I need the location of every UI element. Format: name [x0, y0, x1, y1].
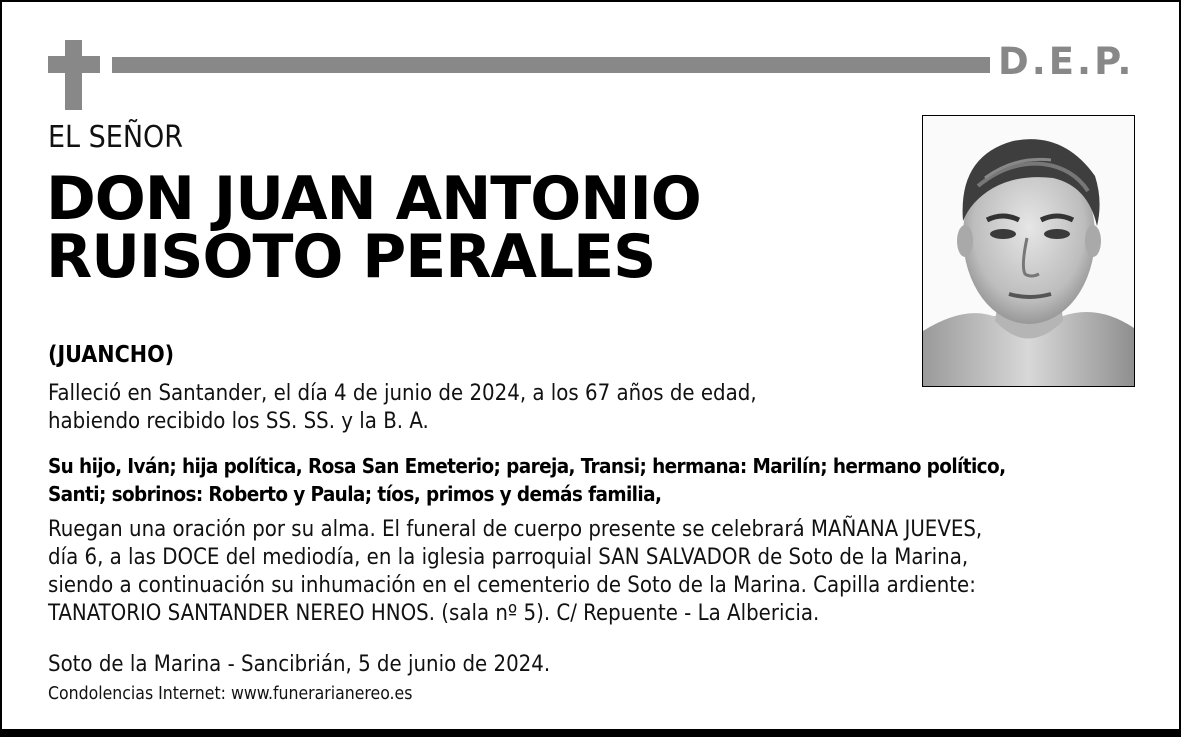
funeral-line-2: día 6, a las DOCE del mediodía, en la iglesia parroquial SAN SALVADOR de Soto de la Marina, — [48, 545, 969, 570]
death-line-2: habiendo recibido los SS. SS. y la B. A. — [48, 409, 429, 434]
name-line-2: RUISOTO PERALES — [46, 222, 656, 292]
funeral-paragraph — [48, 516, 982, 628]
deceased-name — [46, 164, 701, 292]
funeral-line-4: TANATORIO SANTANDER NEREO HNOS. (sala nº 5). C/ Repuente - La Albericia. — [48, 601, 820, 626]
nickname: (JUANCHO) — [48, 342, 175, 368]
place-date: Soto de la Marina - Sancibrián, 5 de junio de 2024. — [48, 652, 551, 677]
header-rule — [112, 57, 990, 73]
condolences-line: Condolencias Internet: www.funerarianereo.es — [48, 684, 413, 704]
latin-cross-icon — [48, 40, 100, 110]
death-paragraph — [48, 380, 757, 436]
death-line-1: Falleció en Santander, el día 4 de junio de 2024, a los 67 años de edad, — [48, 381, 757, 406]
family-line-1: Su hijo, Iván; hija política, Rosa San Emeterio; pareja, Transi; hermana: Marilín; hermano político, — [48, 454, 1006, 478]
funeral-line-1: Ruegan una oración por su alma. El funeral de cuerpo presente se celebrará MAÑANA JUEVES, — [48, 517, 983, 542]
funeral-line-3: siendo a continuación su inhumación en el cementerio de Soto de la Marina. Capilla ardiente: — [48, 573, 976, 598]
portrait-photo-icon — [922, 115, 1135, 387]
family-line-2: Santi; sobrinos: Roberto y Paula; tíos, primos y demás familia, — [48, 482, 662, 506]
name-line-1: DON JUAN ANTONIO — [46, 164, 701, 234]
family-paragraph — [48, 452, 1006, 508]
dep-label: D.E.P. — [998, 40, 1135, 83]
title-prefix: EL SEÑOR — [48, 120, 184, 155]
